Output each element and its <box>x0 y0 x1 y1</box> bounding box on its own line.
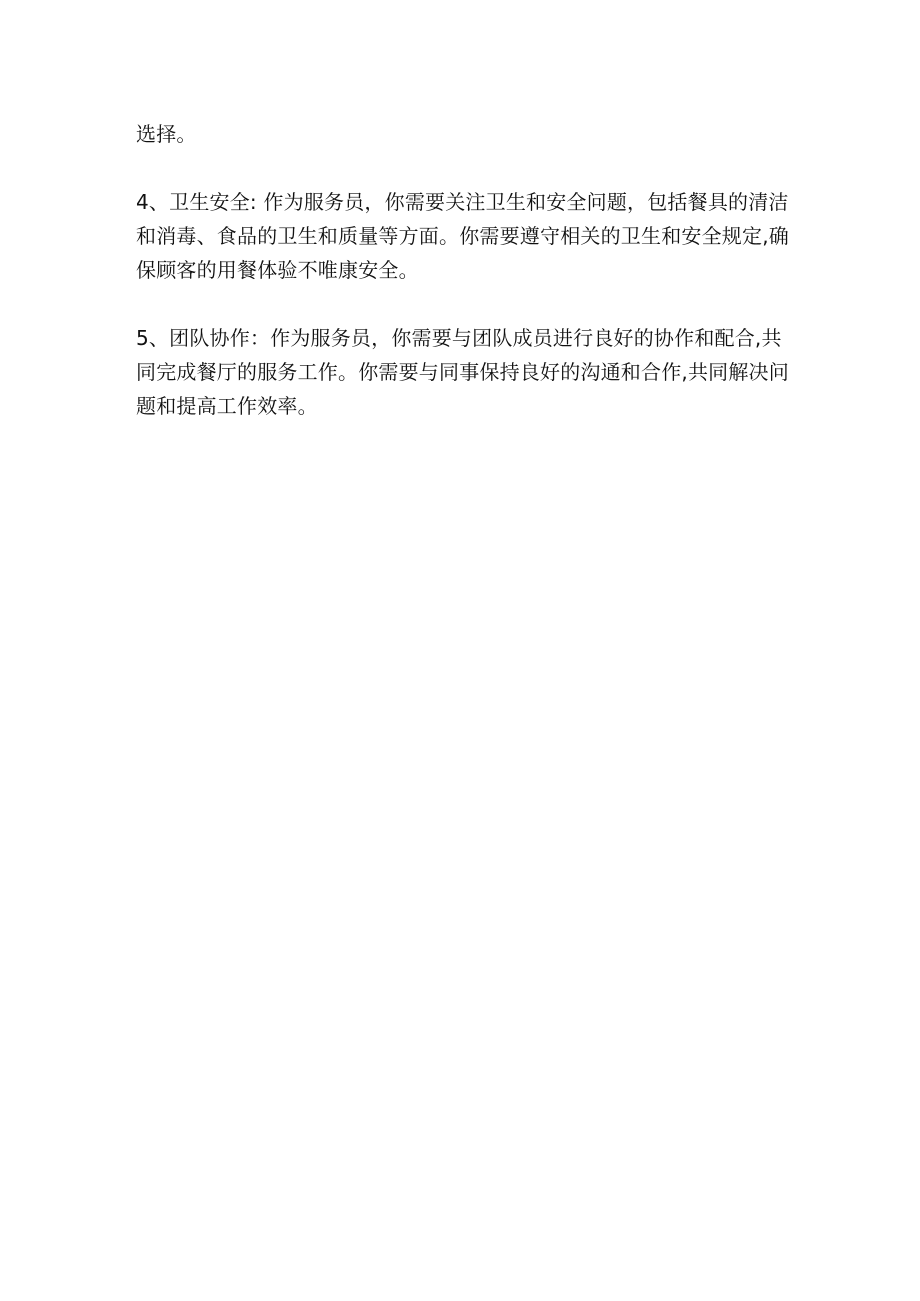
paragraph-item-5-teamwork <box>136 321 796 423</box>
text-line: 保顾客的用餐体验不唯康安全。 <box>136 258 419 282</box>
paragraph-continuation <box>136 117 796 151</box>
document-body <box>136 117 796 423</box>
text-line: 选择。 <box>136 122 197 146</box>
text-line: 题和提高工作效率。 <box>136 394 318 418</box>
paragraph-item-4-hygiene-safety <box>136 185 796 287</box>
text-line: 4、卫生安全: 作为服务员，你需要关注卫生和安全问题，包括餐具的清洁 <box>136 190 789 214</box>
text-line: 同完成餐厅的服务工作。你需要与同事保持良好的沟通和合作,共同解决问 <box>136 360 789 384</box>
text-line: 5、团队协作：作为服务员，你需要与团队成员进行良好的协作和配合,共 <box>136 326 782 350</box>
text-line: 和消毒、食品的卫生和质量等方面。你需要遵守相关的卫生和安全规定,确 <box>136 224 789 248</box>
